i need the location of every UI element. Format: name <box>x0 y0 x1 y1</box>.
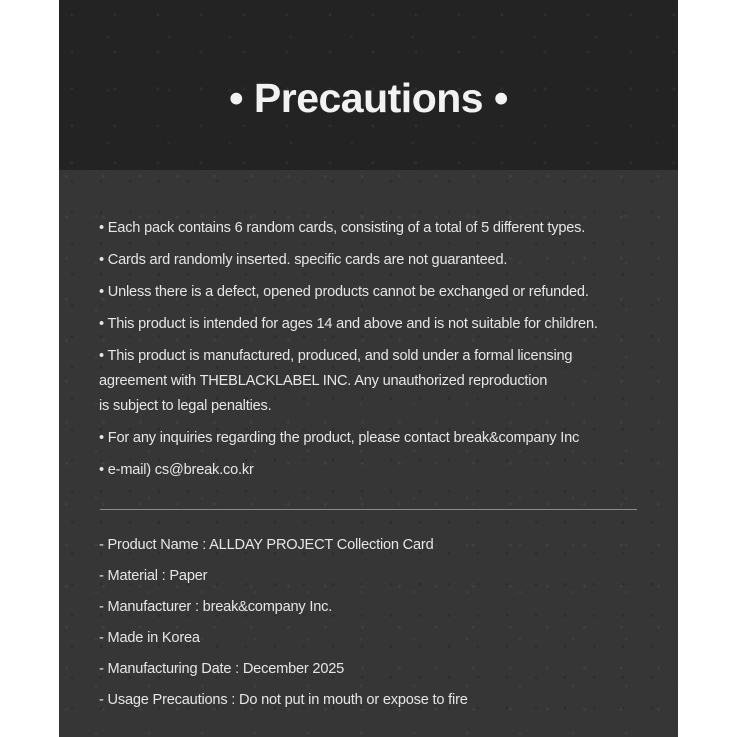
precaution-item: • e-mail) cs@break.co.kr <box>99 462 254 478</box>
precaution-item: • Each pack contains 6 random cards, consisting of a total of 5 different types. <box>99 220 586 236</box>
precaution-item: • This product is manufactured, produced, and sold under a formal licensing agreement with THEBLACKLABEL INC. Any unauthorized reproduction is subject to legal penalties. <box>99 348 573 414</box>
page-title: • Precautions • <box>229 75 508 121</box>
product-info-item: - Material : Paper <box>99 568 208 584</box>
product-info-list <box>99 533 659 719</box>
product-info-item: - Manufacturing Date : December 2025 <box>99 661 345 677</box>
product-info-item: - Manufacturer : break&company Inc. <box>99 599 333 615</box>
product-info-item: - Product Name : ALLDAY PROJECT Collection Card <box>99 537 434 553</box>
precaution-item: • Unless there is a defect, opened products cannot be exchanged or refunded. <box>99 284 589 300</box>
header-band <box>59 0 678 170</box>
precautions-list <box>99 216 659 490</box>
product-info-item: - Made in Korea <box>99 630 200 646</box>
precautions-panel <box>59 0 678 737</box>
section-divider <box>100 509 637 510</box>
precaution-item: • This product is intended for ages 14 and above and is not suitable for children. <box>99 316 598 332</box>
product-info-item: - Usage Precautions : Do not put in mouth or expose to fire <box>99 692 468 708</box>
precaution-item: • For any inquiries regarding the product, please contact break&company Inc <box>99 430 580 446</box>
precaution-item: • Cards ard randomly inserted. specific cards are not guaranteed. <box>99 252 508 268</box>
